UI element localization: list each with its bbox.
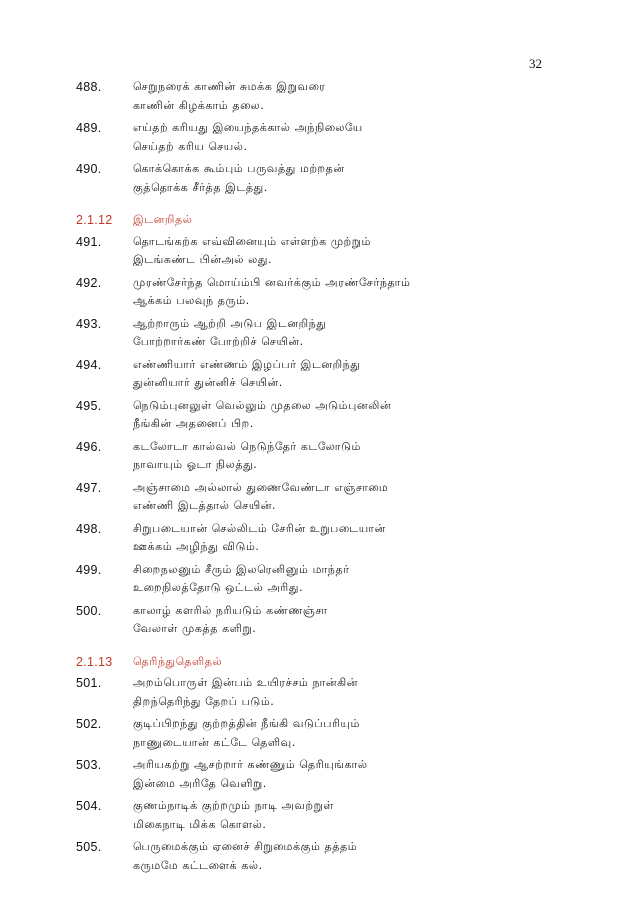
verse-line: அரியகற்று ஆசற்றார் கண்ணும் தெரியுங்கால் (133, 758, 368, 771)
verse-line: உறைநிலத்தோடு ஒட்டல் அரிது. (133, 581, 304, 594)
verse-entry (76, 797, 556, 834)
section-number: 2.1.12 (76, 213, 113, 227)
verse-number: 496. (76, 439, 102, 454)
verse-line: சிறுபடையான் செல்லிடம் சேரின் உறுபடையான் (133, 521, 386, 535)
verse-line: திறந்தெரிந்து தேறப் படும். (133, 694, 275, 708)
verse-entry (76, 78, 556, 115)
verse-entry (76, 561, 556, 598)
verse-text (133, 674, 556, 711)
section-number: 2.1.13 (76, 654, 113, 669)
verse-text (133, 233, 556, 270)
document-body (76, 78, 556, 879)
verse-line: எண்ணியார் எண்ணம் இழப்பர் இடனறிந்து (133, 357, 361, 371)
verse-line: போற்றார்கண் போற்றிச் செயின். (133, 335, 304, 348)
verse-line: பெருமைக்கும் ஏனைச் சிறுமைக்கும் தத்தம் (133, 840, 358, 853)
verse-entry (76, 274, 556, 311)
verse-number: 492. (76, 275, 102, 290)
verse-number: 494. (76, 357, 102, 372)
verse-number: 488. (76, 80, 102, 94)
verse-line: குத்தொக்க சீர்த்த இடத்து. (133, 180, 268, 194)
verse-entry (76, 838, 556, 875)
verse-line: ஆற்றாரும் ஆற்றி அடுப இடனறிந்து (133, 316, 327, 330)
verse-line: நீங்கின் அதனைப் பிற. (133, 417, 254, 430)
verse-line: முரண்சேர்ந்த மொய்ம்பி னவர்க்கும் அரண்சேர்ந்தாம் (133, 275, 411, 289)
verse-line: ஆக்கம் பலவுந் தரும். (133, 294, 250, 307)
verse-entry (76, 520, 556, 557)
section-title: இடனறிதல் (133, 213, 193, 226)
verse-text (133, 274, 556, 311)
verse-line: இடங்கண்ட பின்அல் லது. (133, 253, 273, 266)
verse-line: காணின் கிழக்காம் தலை. (133, 98, 265, 112)
verse-line: மிகைநாடி மிக்க கொளல். (133, 817, 267, 831)
verse-entry (76, 602, 556, 639)
verse-text (133, 838, 556, 875)
verse-entry (76, 674, 556, 711)
verse-number: 498. (76, 521, 102, 536)
verse-line: நாவாயும் ஓடா நிலத்து. (133, 458, 258, 471)
verse-line: செய்தற் கரிய செயல். (133, 139, 248, 153)
section-heading (76, 211, 556, 230)
verse-text (133, 160, 556, 197)
verse-entry (76, 756, 556, 793)
verse-line: செறுநரைக் காணின் சுமக்க இறுவரை (133, 80, 326, 93)
verse-line: கருமமே கட்டளைக் கல். (133, 858, 263, 872)
verse-entry (76, 315, 556, 352)
verse-line: துன்னியார் துன்னிச் செயின். (133, 376, 283, 389)
verse-entry (76, 119, 556, 156)
verse-list (76, 78, 556, 197)
verse-number: 489. (76, 121, 102, 135)
verse-text (133, 315, 556, 352)
verse-number: 499. (76, 562, 102, 577)
verse-entry (76, 438, 556, 475)
verse-line: அஞ்சாமை அல்லால் துணைவேண்டா எஞ்சாமை (133, 480, 389, 494)
verse-entry (76, 160, 556, 197)
verse-number: 497. (76, 480, 102, 495)
verse-line: கடலோடா கால்வல் நெடுந்தேர் கடலோடும் (133, 439, 362, 453)
verse-text (133, 397, 556, 434)
verse-line: கொக்கொக்க கூம்பும் பருவத்து மற்றதன் (133, 162, 345, 175)
verse-number: 491. (76, 234, 102, 249)
verse-text (133, 438, 556, 475)
verse-text (133, 119, 556, 156)
verse-text (133, 602, 556, 639)
verse-text (133, 756, 556, 793)
verse-entry (76, 715, 556, 752)
verse-number: 490. (76, 162, 102, 176)
verse-number: 493. (76, 316, 102, 331)
verse-line: தொடங்கற்க எவ்வினையும் எள்ளற்க முற்றும் (133, 234, 372, 248)
verse-line: குணம்நாடிக் குற்றமும் நாடி அவற்றுள் (133, 799, 334, 812)
verse-text (133, 561, 556, 598)
verse-line: எண்ணி இடத்தால் செயின். (133, 499, 277, 512)
section-heading (76, 653, 556, 672)
verse-number: 501. (76, 676, 102, 690)
verse-text (133, 797, 556, 834)
verse-line: நெடும்புனலுள் வெல்லும் முதலை அடும்புனலின் (133, 398, 392, 412)
verse-number: 503. (76, 758, 102, 772)
verse-line: சிறைநலனும் சீரும் இலரெனினும் மாந்தர் (133, 562, 350, 576)
section-title: தெரிந்துதெளிதல் (133, 654, 223, 668)
verse-list (76, 674, 556, 875)
verse-text (133, 520, 556, 557)
verse-line: எய்தற் கரியது இயைந்தக்கால் அந்நிலையே (133, 121, 363, 134)
verse-line: குடிப்பிறந்து குற்றத்தின் நீங்கி வடுப்பரியும் (133, 717, 361, 730)
verse-text (133, 479, 556, 516)
verse-number: 502. (76, 717, 102, 731)
verse-entry (76, 356, 556, 393)
verse-line: அறம்பொருள் இன்பம் உயிரச்சம் நான்கின் (133, 676, 359, 689)
page-number: 32 (529, 56, 542, 71)
verse-number: 505. (76, 840, 102, 854)
verse-text (133, 78, 556, 115)
verse-text (133, 356, 556, 393)
verse-text (133, 715, 556, 752)
verse-list (76, 233, 556, 639)
verse-line: நாணுடையான் கட்டே தெளிவு. (133, 735, 296, 749)
verse-number: 495. (76, 398, 102, 413)
verse-number: 504. (76, 799, 102, 813)
verse-line: இன்மை அரிதே வெளிறு. (133, 776, 267, 790)
verse-line: ஊக்கம் அழிந்து விடும். (133, 540, 260, 553)
verse-line: வேலாள் முகத்த களிறு. (133, 622, 257, 635)
verse-line: காலாழ் களரில் நரியடும் கண்ணஞ்சா (133, 603, 328, 617)
verse-entry (76, 397, 556, 434)
verse-number: 500. (76, 603, 102, 618)
verse-entry (76, 233, 556, 270)
verse-entry (76, 479, 556, 516)
